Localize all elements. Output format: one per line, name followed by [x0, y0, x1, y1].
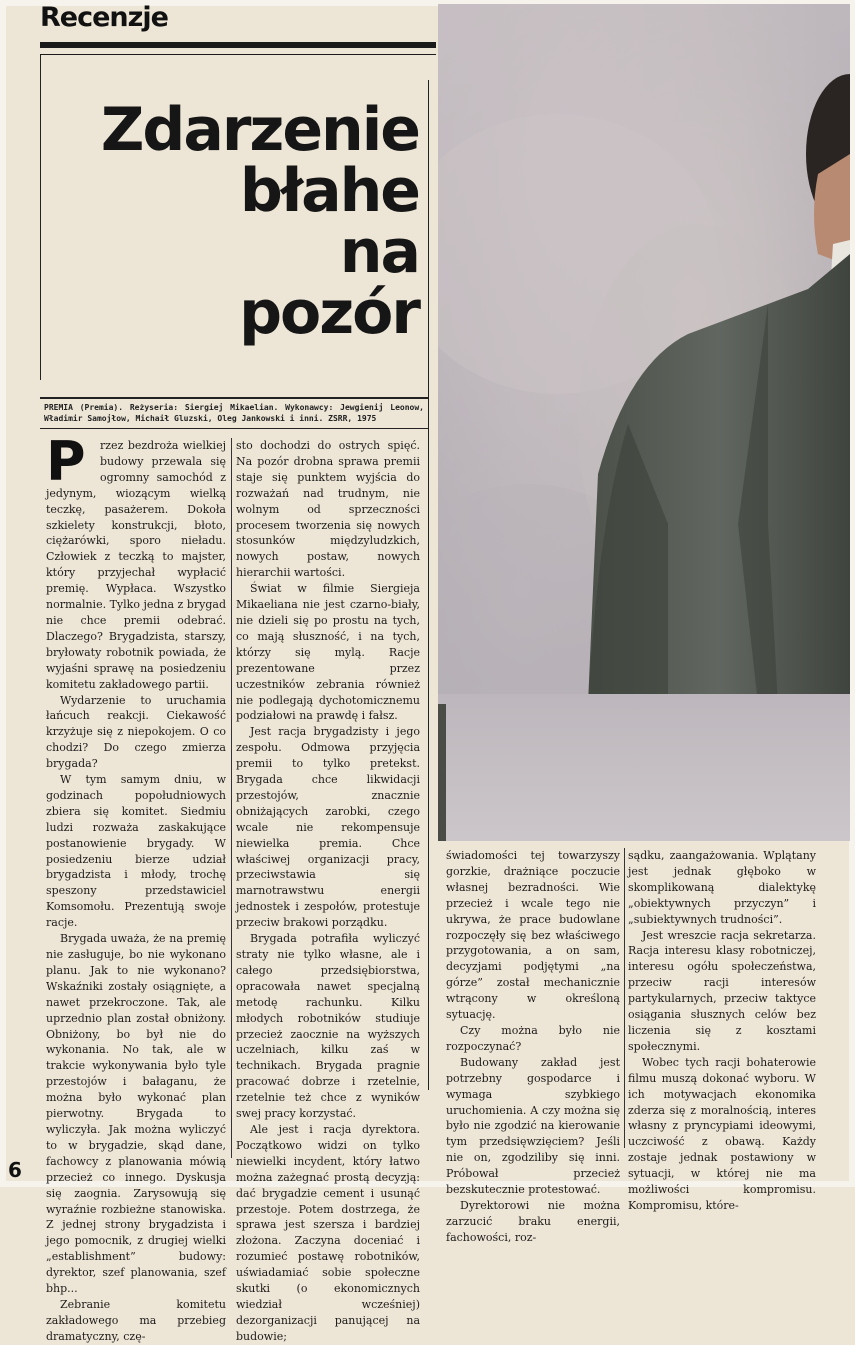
credits-rule-bottom: [40, 428, 428, 429]
paragraph: Brygada uważa, że na premię nie zasługuje, bo nie wykonano planu. Jak to nie wykonano? Wskaźniki zostały osiągnięte, a nawet przekroczone. Tak, ale uprzednio plan został obniżony. Obniżony, bo był nie do wykonania. No tak, ale w trakcie wykonywania było tyle przestojów i bałaganu, że można było wykonać plan pierwotny. Brygada to wyliczyła. Jak można wyliczyć to w brygadzie, skąd dane, fachowcy z planowania mówią przecież co innego. Dyskusja się zaognia. Zarysowują się wyraźnie rozbieżne stanowiska. Z jednej strony brygadzista i jego pomocnik, z drugiej wielki „establishment” budowy: dyrektor, szef planowania, szef bhp...: [46, 932, 226, 1296]
column-divider-1: [231, 438, 232, 1158]
paragraph: Ale jest i racja dyrektora. Początkowo widzi on tylko niewielki incydent, który łatwo można zażegnać prostą decyzją: dać brygadzie cement i usunąć przestoje. Potem dostrzega, że sprawa jest szersza i bardziej złożona. Zaczyna doceniać i rozumieć postawę robotników, uświadamiać sobie społeczne skutki (o ekonomicznych wiedział wcześniej) dezorganizacji panującej na budowie;: [236, 1122, 420, 1343]
paragraph: Brygada potrafiła wyliczyć straty nie tylko własne, ale i całego przedsiębiorstwa, opracowała nawet specjalną metodę rachunku. Kilku młodych robotników studiuje przecież zaocznie na wyższych uczelniach, kilku zaś w technikach. Brygada pragnie pracować dobrze i rzetelnie, rzetelnie też chce z wyników swej pracy korzystać.: [236, 932, 420, 1121]
credits-rule-top: [40, 397, 428, 399]
paragraph: Zebranie komitetu zakładowego ma przebieg dramatyczny, czę-: [46, 1297, 226, 1343]
text-frame-right: [428, 80, 429, 1090]
page-number: 6: [8, 1158, 22, 1182]
article-column-1: [46, 430, 226, 1345]
headline-line-4: pozór: [239, 278, 419, 348]
article-column-2: [236, 438, 420, 1345]
film-still-figure: [438, 4, 850, 841]
paragraph: Dyrektorowi nie można zarzucić braku energii, fachowości, roz-: [446, 1198, 620, 1244]
paragraph: Wobec tych racji bohaterowie filmu muszą dokonać wyboru. W ich motywacjach ekonomika zderza się z moralnością, interes własny z pryncypiami ideowymi, uczciwość z obawą. Każdy zostaje jednak postawiony w sytuacji, w której nie ma możliwości kompromisu. Kompromisu, które-: [628, 1055, 816, 1212]
paragraph: Czy można było nie rozpoczynać?: [446, 1023, 620, 1053]
drop-cap: P: [46, 430, 86, 493]
top-thin-rule: [40, 54, 436, 55]
film-credits: PREMIA (Premia). Reżyseria: Siergiej Mikaelian. Wykonawcy: Jewgienij Leonow, Władimir Samojłow, Michaił Gluzski, Oleg Jankowski i inni. ZSRR, 1975: [44, 403, 424, 423]
article-column-4: [628, 848, 816, 1214]
paragraph: świadomości tej towarzyszy gorzkie, drażniące poczucie własnej bezradności. Wie przecież i wcale tego nie ukrywa, że prace budowlane rozpoczęły się bez właściwego przygotowania, a on sam, decyzjami podjętymi „na górze” został mechanicznie wtrącony w określoną sytuację.: [446, 849, 620, 1022]
article-column-3: [446, 848, 620, 1246]
column-divider-2: [624, 848, 625, 1148]
paragraph: Jest wreszcie racja sekretarza. Racja interesu klasy robotniczej, interesu ogółu społeczeństwa, przeciw racji interesów partykularnych, przeciw taktyce osiągania słusznych celów bez liczenia się z kosztami społecznymi.: [628, 928, 816, 1053]
headline-line-2: błahe: [239, 156, 419, 226]
section-label: Recenzje: [40, 2, 168, 33]
paragraph: Świat w filmie Siergieja Mikaeliana nie jest czarno-biały, nie dzieli się po prostu na tych, co mają słuszność, i na tych, którzy się mylą. Racje prezentowane przez uczestników zebrania również nie podlegają dychotomicznemu podziałowi na prawdę i fałsz.: [236, 582, 420, 723]
paragraph: Jest racja brygadzisty i jego zespołu. Odmowa przyjęcia premii to tylko pretekst. Brygada chce likwidacji przestojów, znacznie obniżających zarobki, czego wcale nie rekompensuje niewielka premia. Chce właściwej organizacji pracy, przeciwstawia się marnotrawstwu energii jednostek i zespołów, protestuje przeciw brakowi porządku.: [236, 725, 420, 930]
headline-line-3: na: [339, 217, 419, 287]
paragraph: W tym samym dniu, w godzinach popołudniowych zbiera się komitet. Siedmiu ludzi rozważa zaskakujące postanowienie brygady. W posiedzeniu bierze udział brygadzista i młody, trochę speszony przedstawiciel Komsomołu. Prezentują swoje racje.: [46, 773, 226, 930]
film-still-photo: [438, 4, 850, 841]
article-headline: [19, 95, 419, 348]
paragraph-1-text: rzez bezdroża wielkiej budowy przewala się ogromny samochód z jedynym, wiozącym wielką teczkę, pasażerem. Dokoła szkielety konstrukcji, błoto, ciężarówki, sporo nieładu. Człowiek z teczką to majster, który przyjechał wypłacić premię. Wypłaca. Wszystko normalnie. Tylko jedna z brygad nie chce premii odebrać. Dlaczego? Brygadzista, starszy, bryłowaty robotnik powiada, że wyjaśni sprawę na posiedzeniu komitetu zakładowego partii.: [46, 439, 226, 691]
headline-line-1: Zdarzenie: [100, 95, 419, 165]
top-thick-rule: [40, 42, 436, 48]
paragraph: Wydarzenie to uruchamia łańcuch reakcji. Ciekawość krzyżuje się z niepokojem. O co chodzi? Do czego zmierza brygada?: [46, 693, 226, 771]
paragraph: sądku, zaangażowania. Wplątany jest jednak głęboko w skomplikowaną dialektykę „obiektywnych przyczyn” i „subiektywnych trudności”.: [628, 849, 816, 926]
paragraph: Budowany zakład jest potrzebny gospodarce i wymaga szybkiego uruchomienia. A czy można się było nie zgodzić na kierowanie tym przedsięwzięciem? Jeśli nie on, zgodziliby się inni. Próbował przecież bezskutecznie protestować.: [446, 1055, 620, 1197]
paragraph: sto dochodzi do ostrych spięć. Na pozór drobna sprawa premii staje się punktem wyjścia do rozważań nad trudnym, nie wolnym od sprzeczności procesem tworzenia się nowych stosunków międzyludzkich, nowych postaw, nowych hierarchii wartości.: [236, 439, 420, 580]
paragraph-lead: [46, 430, 226, 693]
